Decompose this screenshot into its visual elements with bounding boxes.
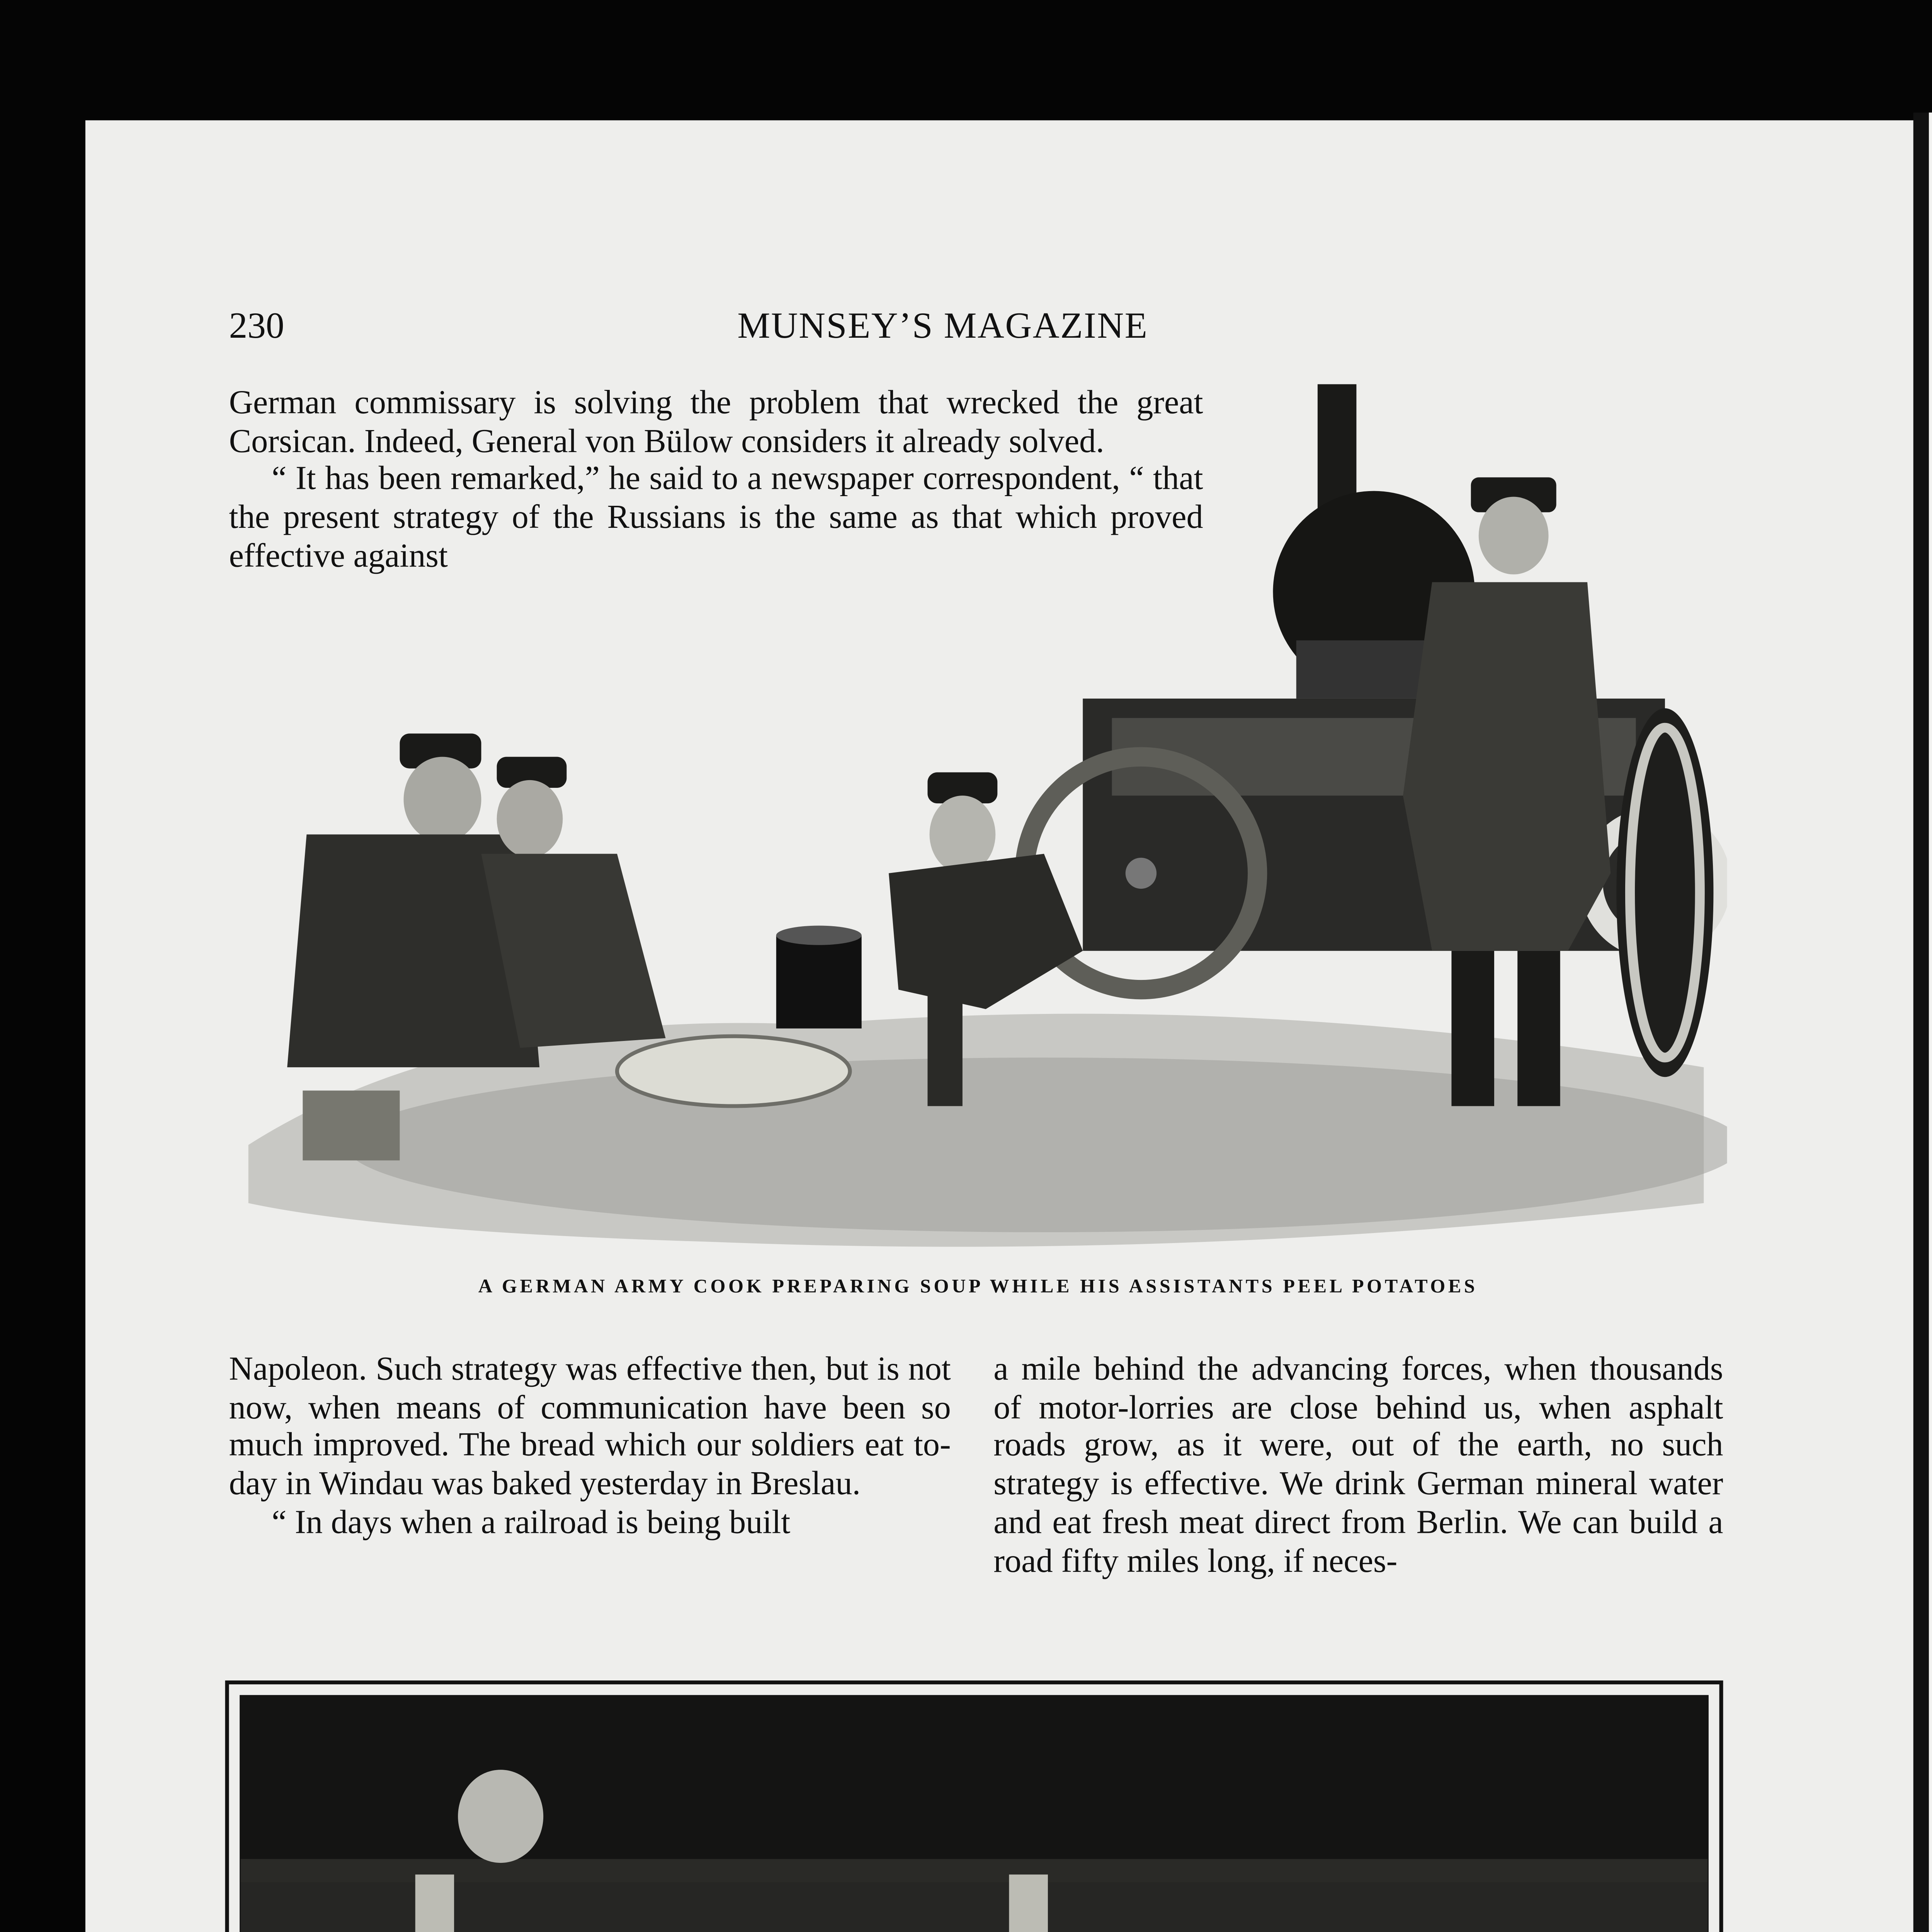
article-paragraph: “ It has been remarked,” he said to a newspaper correspondent, “ that the present strategy of the Russians is the same as that which proved effective against (229, 461, 1203, 574)
article-paragraph: German commissary is solving the problem that wrecked the great Corsican. Indeed, General von Bülow considers it already solved. (229, 384, 1203, 459)
page-number: 230 (229, 306, 284, 347)
article-left-column (229, 1350, 951, 1542)
photo-field-kitchen (225, 1680, 1723, 1932)
photo-army-cook (229, 369, 1727, 1265)
page-gutter-shadow (1913, 112, 1929, 1932)
running-head: MUNSEY’S MAGAZINE (737, 306, 1148, 347)
photo-caption: A GERMAN ARMY COOK PREPARING SOUP WHILE HIS ASSISTANTS PEEL POTATOES (478, 1277, 1478, 1298)
article-paragraph: Napoleon. Such strategy was effective then, but is not now, when means of communication have been so much improved. The bread which our soldiers eat to-day in Windau was baked yesterday in Breslau. (229, 1350, 951, 1502)
article-paragraph: “ In days when a railroad is being built (272, 1503, 791, 1541)
article-paragraph: a mile behind the advancing forces, when thousands of motor-lorries are close behind us, when asphalt roads grow, as it were, out of the earth, no such strategy is effective. We drink German mineral water and eat fresh meat direct from Berlin. We can build a road fifty miles long, if neces- (993, 1350, 1723, 1579)
facing-page-edge (1929, 112, 1932, 1932)
article-right-column (993, 1350, 1723, 1580)
